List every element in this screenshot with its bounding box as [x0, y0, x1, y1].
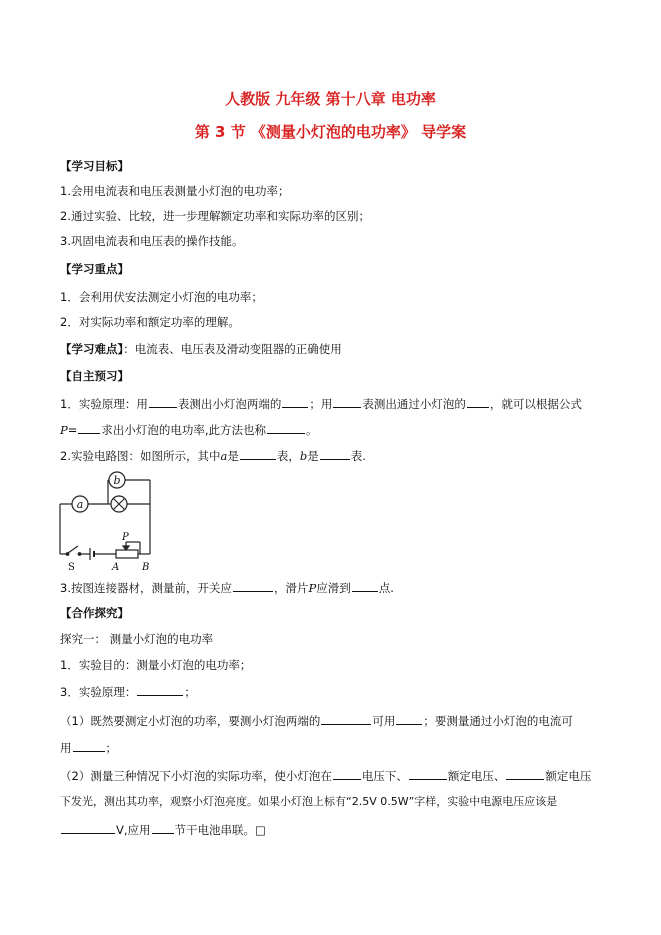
p1-text-b: 可用 — [372, 714, 396, 728]
preview-q1-line2 — [60, 421, 318, 438]
q1-text-h: 。 — [306, 423, 318, 437]
q2-blank-2[interactable] — [320, 447, 350, 460]
q1-text-b: 表测出小灯泡两端的 — [177, 397, 282, 411]
q1-blank-1[interactable] — [149, 395, 177, 408]
label-B: B — [142, 562, 150, 573]
label-a: a — [76, 498, 84, 511]
p1-text-a: （1）既然要测定小灯泡的功率，要测小灯泡两端的 — [60, 714, 321, 728]
q3-text-c: 应滑到 — [316, 581, 351, 595]
p2-blank-1[interactable] — [333, 767, 361, 780]
q2-text-a: 2.实验电路图：如图所示，其中 — [60, 449, 221, 463]
objective-item-2: 2.通过实验、比较，进一步理解额定功率和实际功率的区别； — [60, 209, 370, 223]
preview-q1-line1 — [60, 395, 582, 412]
q1-text-c: ；用 — [309, 397, 333, 411]
q1-blank-5[interactable] — [78, 421, 100, 434]
label-b: b — [113, 474, 121, 487]
q1-blank-2[interactable] — [282, 395, 308, 408]
coop-p2-line3 — [60, 821, 266, 838]
p1-text-e: ； — [105, 741, 117, 755]
p2-blank-4[interactable] — [61, 821, 115, 834]
p2-blank-3[interactable] — [506, 767, 544, 780]
key-points-heading: 【学习重点】 — [60, 262, 129, 276]
p2-text-c: 额定电压、 — [447, 769, 506, 783]
p1-blank-1[interactable] — [321, 712, 371, 725]
q1-blank-4[interactable] — [467, 395, 489, 408]
q3-text-d: 点. — [378, 581, 394, 595]
circuit-diagram — [56, 466, 168, 574]
coop-p2-line1 — [60, 767, 591, 784]
key-point-item-1: 1．会利用伏安法测定小灯泡的电功率； — [60, 290, 263, 304]
q1-text-d: 表测出通过小灯泡的 — [362, 397, 466, 411]
label-s: S — [68, 562, 75, 573]
coop-p2-line2: 下发光，测出其功率，观察小灯泡亮度。如果小灯泡上标有“2.5V 0.5W”字样，实验中电源电压应该是 — [60, 795, 558, 808]
coop-heading: 【合作探究】 — [60, 606, 129, 620]
q1-blank-3[interactable] — [333, 395, 361, 408]
p1-blank-2[interactable] — [396, 712, 422, 725]
q3-blank-2[interactable] — [352, 579, 378, 592]
q2-text-d: 是 — [307, 449, 319, 463]
q1-blank-6[interactable] — [267, 421, 305, 434]
key-point-item-2: 2．对实际功率和额定功率的理解。 — [60, 315, 240, 329]
p2-text-d: 额定电压 — [545, 769, 592, 783]
q3-blank-1[interactable] — [233, 579, 273, 592]
p2-text-g: 节干电池串联。 — [174, 823, 256, 837]
p1-blank-3[interactable] — [73, 739, 105, 752]
p1-text-d: 用 — [60, 741, 72, 755]
q2-text-e: 表. — [350, 449, 366, 463]
coop-purpose: 1．实验目的：测量小灯泡的电功率； — [60, 658, 252, 672]
q2-text-b: 是 — [227, 449, 239, 463]
label-p: P — [122, 532, 129, 543]
coop-p1-line2 — [60, 739, 117, 756]
difficulty-line — [60, 341, 342, 357]
document-title: 人教版 九年级 第十八章 电功率 — [225, 90, 436, 108]
p2-blank-5[interactable] — [152, 821, 174, 834]
q1-text-e: ，就可以根据公式 — [489, 397, 582, 411]
objective-item-1: 1.会用电流表和电压表测量小灯泡的电功率； — [60, 184, 290, 198]
preview-heading: 【自主预习】 — [60, 369, 129, 383]
preview-q2-line — [60, 447, 366, 464]
objective-item-3: 3.巩固电流表和电压表的操作技能。 — [60, 234, 244, 248]
lamp-icon — [111, 496, 127, 512]
preview-q3-line — [60, 579, 394, 596]
q3-var-p: P — [308, 581, 317, 595]
coop-explore: 探究一： 测量小灯泡的电功率 — [60, 632, 214, 646]
p2-box-glyph: □ — [255, 823, 266, 837]
q1-text-g: 求出小灯泡的电功率,此方法也称 — [101, 423, 267, 437]
coop-principle: 3．实验原理： — [60, 685, 137, 699]
label-A: A — [112, 562, 120, 573]
q1-text-a: 1．实验原理：用 — [60, 397, 148, 411]
q2-var-b: b — [299, 449, 308, 463]
q1-var-p: P — [60, 423, 68, 437]
coop-principle-end: ； — [184, 685, 196, 699]
p2-blank-2[interactable] — [409, 767, 447, 780]
q2-text-c: 表， — [276, 449, 300, 463]
q3-text-b: ，滑片 — [273, 581, 309, 595]
difficulty-text: ：电流表、电压表及滑动变阻器的正确使用 — [123, 342, 342, 356]
p2-text-a: （2）测量三种情况下小灯泡的实际功率，使小灯泡在 — [60, 769, 332, 783]
coop-principle-line — [60, 683, 196, 700]
p2-text-f: V,应用 — [116, 823, 151, 837]
q2-blank-1[interactable] — [240, 447, 276, 460]
difficulty-heading: 【学习难点】 — [60, 342, 124, 356]
coop-p1-line1 — [60, 712, 573, 729]
q2-var-a: a — [220, 449, 228, 463]
p2-text-b: 电压下、 — [361, 769, 408, 783]
objectives-heading: 【学习目标】 — [60, 159, 129, 173]
q1-text-f: = — [67, 423, 78, 437]
q3-text-a: 3.按图连接器材，测量前，开关应 — [60, 581, 232, 595]
coop-principle-blank[interactable] — [137, 683, 183, 696]
p1-text-c: ；要测量通过小灯泡的电流可 — [423, 714, 573, 728]
document-subtitle: 第 3 节 《测量小灯泡的电功率》 导学案 — [194, 123, 467, 141]
